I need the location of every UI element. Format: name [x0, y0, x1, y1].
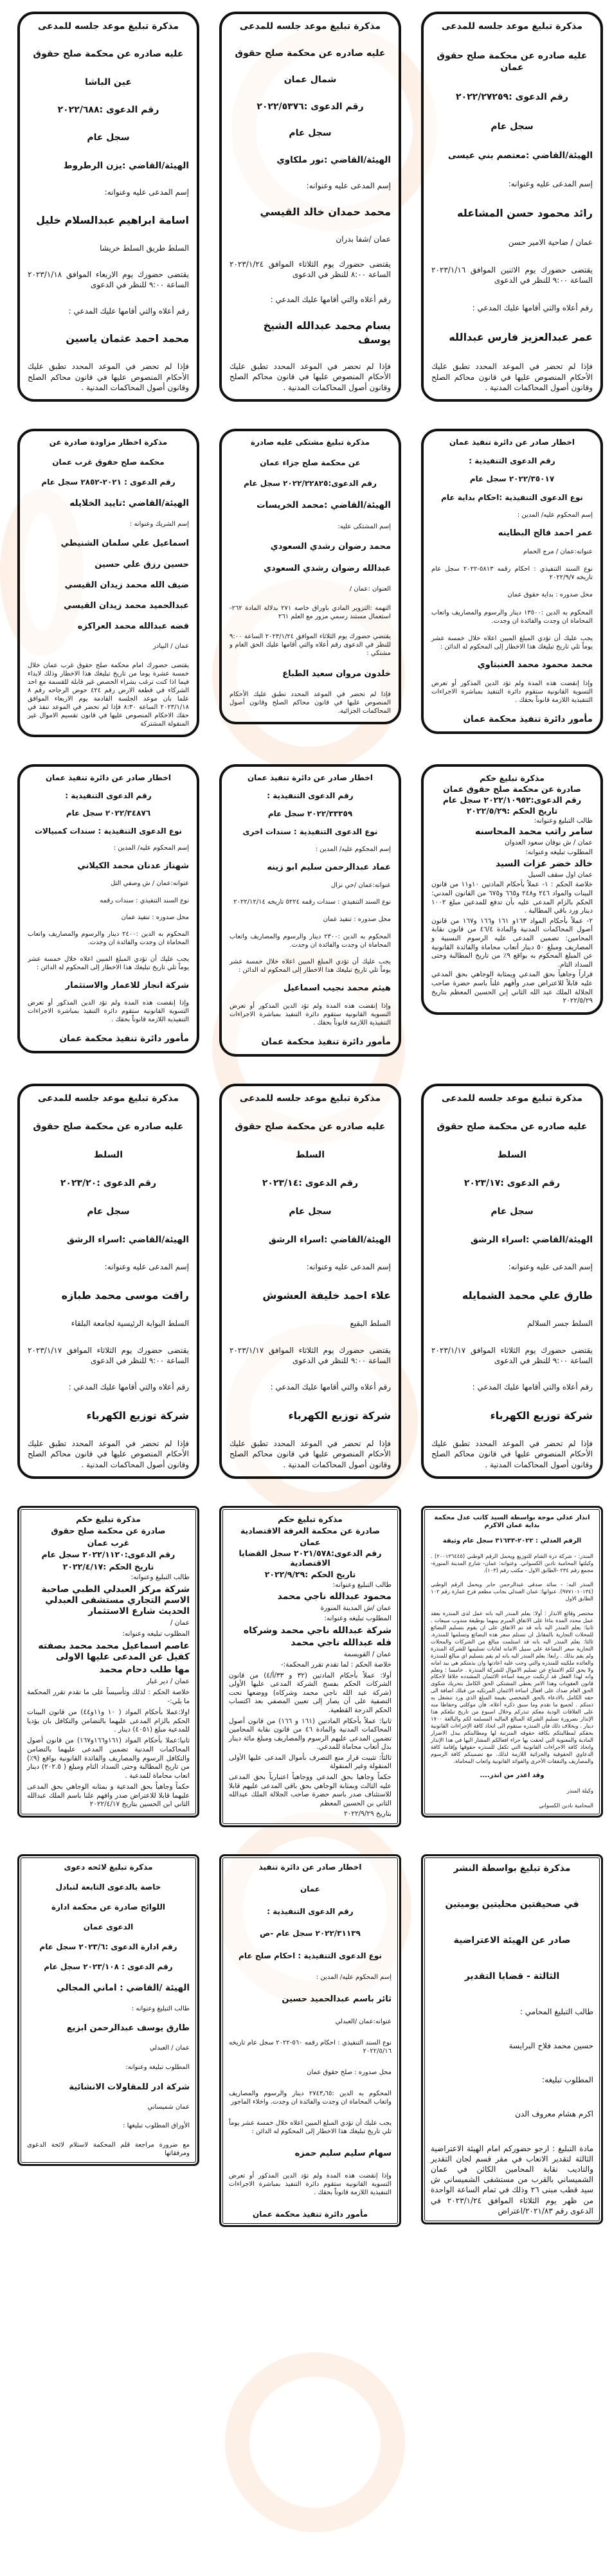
notice-heading: رقم الدعوى : ٢٠٢١-٢٨٥٢ سجل عام	[41, 477, 176, 487]
party-name: شركة توزيع الكهرباء	[490, 1409, 593, 1422]
notice-heading: مأمور دائرة تنفيذ محكمة عمان	[252, 2209, 368, 2219]
party-name: سهام سليم سليم حمزه	[294, 2148, 392, 2158]
notice-field: عنوانه:عمان /حي نزال	[330, 881, 391, 889]
legal-notice	[219, 764, 401, 1057]
notice-field: السلط البقيع	[350, 1319, 391, 1328]
notice-row	[16, 429, 603, 737]
notice-heading: محكمة صلح حقوق غرب عمان	[52, 457, 165, 467]
notice-heading: عن محكمة صلح جزاء عمان	[260, 458, 361, 467]
notice-heading: سجل عام	[87, 132, 130, 143]
notice-paragraph: وإذا إنقضت هذه المدة ولم تؤد الدين المذكور أو تعرض التسوية القانونية ستقوم دائرة التنفيذ بمباشرة الاجراءات التنفيذية اللازمة قانوناً بحقك .	[230, 1003, 391, 1027]
notice-field: اكرم هشام معروف الدن	[515, 2109, 593, 2119]
party-name: ضيف الله محمد زيدان القيسي	[64, 580, 189, 590]
notice-paragraph: فإذا لم تحضر في الموعد المحدد تطبق عليك الأحكام المنصوص عليها في قانون محاكم الصلح وقانون أصول المحاكمات المدنية .	[28, 362, 189, 392]
notice-paragraph: فإذا لم تحضر في الموعد المحدد تطبق عليك الأحكام المنصوص عليها في قانون محاكم الصلح وقانون أصول المحاكمات الجزائية.	[230, 690, 391, 715]
notice-field: رقم أعلاه والتي أقامها عليك المدعي :	[472, 1382, 593, 1392]
notice-heading: ٢٠٢٢/٣٣٣٥٩ سجل عام	[267, 809, 353, 818]
notice-field: عمان / البيادر	[152, 643, 189, 650]
notice-field: إسم المدعى عليه وعنوانه:	[104, 188, 189, 197]
party-name: خلدون مروان سعيد الطباع	[282, 668, 391, 679]
notice-subheading: مأمور دائرة تنفيذ محكمة عمان	[261, 1036, 391, 1047]
notice-paragraph: المحكوم به الدين :٢٧٤٣٫٦٥ دينار والرسوم والمصاريف واتعاب المحاماة ان وجدت والفائدة ان وجدت. واخلاء الماجور	[229, 2089, 392, 2106]
notice-heading: اخطار صادر عن دائرة تنفيذ	[258, 1863, 362, 1872]
notice-heading: سجل عام	[491, 1206, 534, 1217]
notice-heading: عين الباشا	[85, 76, 132, 87]
notice-paragraph: قراراً وجاهياً بحق المدعي وبمثابة الوجاهي بحق المدعي عليه قابلاً للاعتراض صدر وأفهم علناً باسم حضرة صاحب الجلالة الملك عبد الله الثاني إبن الحسين المعظم بتاريخ ٢٠٢٢/٥/٢٩	[431, 970, 593, 1005]
notice-subheading: مأمور دائرة تنفيذ محكمة عمان	[59, 1033, 189, 1044]
notice-field: المطلوب تبليغه:	[542, 2075, 593, 2085]
notice-heading: مذكرة تبليغ موعد جلسه للمدعى	[441, 1093, 583, 1104]
notice-field: رقم أعلاه والتي أقامها عليك المدعي :	[68, 306, 189, 316]
notice-heading: ٢٠٢٢/٣٤٨٧٦ سجل عام	[66, 809, 151, 818]
notice-heading: اخطار صادر عن دائرة تنفيذ عمان	[247, 773, 374, 782]
notice-subheading: الهيئة/القاضي :نور ملكاوي	[276, 154, 391, 165]
notice-heading: مذكرة تبليغ لائحه دعوى	[64, 1863, 153, 1872]
notice-field: وكيلة المنذر	[566, 1787, 593, 1794]
legal-notice	[421, 429, 603, 734]
notice-heading: تاريخ الحكم :٢٠٢٢/٤/١٧	[62, 1561, 154, 1571]
notice-subheading: الهيئة/القاضي :معتصم بني عيسى	[447, 150, 593, 161]
notice-field: محل صدوره : تنفيذ عمان	[121, 913, 189, 921]
legal-notice	[421, 12, 603, 402]
notice-heading: رقم الدعوى التنفيذية :	[469, 456, 555, 465]
party-name: بسام محمد عبدالله الشيخ يوسف	[263, 319, 391, 346]
notice-field: السلط البوابة الرئيسية لجامعة البلقاء	[71, 1319, 189, 1328]
notice-field: إسم المحكوم عليه/ المدين :	[316, 1974, 392, 1981]
notice-field: طالب التبليغ وعنوانه :	[131, 2005, 190, 2012]
notice-field: محل صدوره : صلح حقوق عمان	[307, 2068, 392, 2076]
notice-paragraph: ثانيا: عملاً بأحكام المادتين (١٦١ و ١٦٦) من قانون أصول المحاكمات المدنية والمادة ٤٦ من قانون نقابة المحامين تضمين المدعى عليهم الرسوم والمصاريف ومبلغ مائة دينار بدل أتعاب محاماة للمدعي.	[229, 1717, 392, 1751]
notice-paragraph: ٢- عملاً بأحكام المواد ١٦٣و ١٦١ و١٦٦ و١٦٧ من قانون أصول المحاكمات المدنية والمادة ٤٦/٤ من قانون نقابة المحامين: تضمين المدعى عليه الرسوم النسبية و المصاريف ومبلغ ٥٠ دينار أتعاب محاماة والفائدة القانونية عن المبلغ المحكوم به بواقع ٩٪ من تاريخ المطالبة وحتى السداد التام.	[431, 917, 593, 969]
notice-heading: صادر عن الهيئة الاعتراضية	[453, 1935, 571, 1945]
notice-subheading: الهيئة/القاضي :اسراء الرشق	[470, 1235, 593, 1246]
notice-field: المطلوب تبليغه وعنوانه:	[122, 1630, 190, 1638]
party-name: عبدالحميد محمد زيدان القيسي	[64, 600, 189, 611]
notice-heading: مذكرة تبليغ حكم	[76, 1514, 141, 1524]
notice-field: العنوان :عمان /	[349, 585, 391, 593]
notice-paragraph: نوع السند التنفيذي : احكام رقمه ٥٦٠-٢٠٢٢ سجل عام تاريخه ٢٠٢٢/٥/١٦	[229, 2039, 392, 2055]
notice-field: رقم أعلاه والتي أقامها عليك المدعي :	[270, 1382, 391, 1392]
notice-heading: ٢٠٢٢/٣٥٠١٧ سجل عام	[469, 474, 555, 484]
notice-paragraph: يقتضى حضورك يوم الاربعاء الموافق ٢٠٢٣/١/١٨ الساعة ٩:٠٠ للنظر في الدعوى	[28, 269, 189, 290]
party-name: شركة توزيع الكهرباء	[288, 1409, 391, 1422]
party-name: طارق علي محمد الشمايله	[462, 1289, 593, 1301]
notice-heading: اللوائح صادرة عن محكمة ادارة	[51, 1902, 166, 1911]
notice-paragraph: حكماً وجاهيا بحق المدعي ووجاهياً اعتبارياً بحق المدعى عليه الثالث وبمثابة الوجاهي بحق باقي المدعى عليهم قابلا للاستئناف صدر باسم حضرة صاحب الجلالة الملك عبدالله الثاني بن الحسين المعظم	[229, 1773, 392, 1807]
notice-heading: ٢٠٢٢/٣١١٣٩ سجل عام -ص	[260, 1929, 361, 1938]
notice-heading: شمال عمان	[284, 75, 337, 85]
notice-heading: رقم الدعوى التنفيذية :	[65, 791, 152, 800]
party-name: عماد عبدالرحمن سليم ابو زينه	[267, 862, 391, 872]
notice-paragraph: فإذا لم تحضر في الموعد المحدد تطبق عليك الأحكام المنصوص عليها في قانون محاكم الصلح وقانون أصول المحاكمات المدنية .	[431, 1439, 593, 1469]
notice-paragraph: اولا:عملا بأحكام المواد ( ١٠ و١١و٤٤) من قانون البينات الحكم بالزام المدعى عليهما بالتضامن والتكافل بان يؤديا للمدعية مبلغ (٤٠٥١) دينار .	[27, 1708, 190, 1734]
legal-notice	[17, 429, 199, 737]
notice-heading: اخطار صادر عن دائرة تنفيذ عمان	[45, 773, 172, 782]
notice-field: خلاصة الحكم : لما تقدم تقرر المحكمة:-	[280, 1661, 392, 1669]
notice-field: طالب التبليغ وعنوانه:	[332, 1580, 392, 1589]
notice-heading: مذكرة تبليغ بواسطة النشر	[453, 1863, 571, 1874]
notice-field: عمان /ش المدينة المنورة	[320, 1604, 392, 1612]
notice-paragraph: وإذا إنقضت هذه المدة ولم تؤد الدين المذكور أو تعرض التسوية القانونية ستقوم دائرة التنفيذ بمباشرة الاجراءات التنفيذية اللازمة قانوناً بحقك .	[229, 2172, 392, 2196]
notice-heading: صادرة عن محكمة الغرفة الاقتصادية	[240, 1525, 381, 1535]
legal-notice	[421, 1854, 603, 2224]
notice-field: طالب التبليغ وعنوانه:	[130, 1573, 190, 1582]
notice-paragraph: وإذا إنقضت هذه المدة ولم تؤد الدين المذكور أو تعرض التسوية القانونية ستقوم دائرة التنفيذ بمباشرة الاجراءات التنفيذية اللازمة قانوناً بحقك .	[28, 999, 189, 1024]
notice-paragraph: يجب عليك أن تؤدي المبلغ المبين اعلاه خلال خمسة عشر يوماً تلي تاريخ تبليغك هذا الاخطار إلى المحكوم له الدائن :	[28, 956, 189, 972]
party-name: شركة توزيع الكهرباء	[86, 1409, 189, 1422]
notice-field: إسم المدعى عليه وعنوانه:	[508, 179, 593, 189]
notice-paragraph: ثانيا:عملا بأحكام المواد (١٦١و١٦٦و١٦٧) من قانون أصول المحاكمات المدنية تضمين المدعى عليهما بالتضامن والتكافل الرسوم والمصاريف والفائدة القانونية بواقع (٩٪) من تاريخ المطالبة وحتى السداد التام ومبلغ ( ٢٠٢.٥) دينار اتعاب محاماة للمدعية .	[27, 1737, 190, 1780]
notice-heading: في صحيفتين محليتين يوميتين	[445, 1899, 579, 1910]
notice-subheading: الهيئة/القاضي :محمد الخريسات	[256, 500, 391, 510]
notice-field: عمان /شفا بدران	[336, 234, 391, 244]
legal-notice	[219, 12, 401, 402]
notice-heading: صادرة عن محكمة صلح حقوق عمان	[443, 783, 581, 794]
notice-field: إسم المشتكى عليه:	[338, 523, 391, 530]
notice-row	[16, 1854, 603, 2227]
party-name: محمد احمد عثمان ياسين	[66, 332, 189, 345]
notice-paragraph: حكماً وجاهياً بحق المدعية و بمثابه الوجاهي بحق المدعى عليهما قابلا للاعتراض صدر وافهم علنا باسم الملك عبدالله الثاني ابن الحسين بتاريخ ٢٠٢٢/٤/١٧	[27, 1783, 190, 1809]
notice-heading: وقد اعذر من انذر....	[480, 1772, 544, 1780]
notice-heading: السلط	[497, 1150, 526, 1161]
notice-field: حسين محمد فلاح البرايسة	[509, 2041, 593, 2050]
notice-heading: عليه صادره عن محكمة صلح حقوق	[235, 1122, 386, 1132]
notice-heading: انذار عدلي موجة بواسطة السيد كاتب عدل محكمة بداية عمان الاكرم	[434, 1514, 590, 1529]
notice-heading: رقم الدعوى:٢٠٢٢/٢٢٨٢٥ سجل عام	[244, 479, 377, 488]
party-name: محمد حمدان خالد القيسي	[260, 206, 391, 219]
legal-notice	[219, 1084, 401, 1479]
notice-paragraph: يقتضي حضورك يوم الثلاثاء الموافق ٢٠٢٣/١/٢٤ الساعة ٩:٠٠ للنظر في الدعوى رقم أعلاه والتي أقامها عليك الحق العام و مشتكي :	[230, 633, 391, 657]
notice-subheading: مأمور دائرة تنفيذ محكمة عمان	[463, 713, 593, 724]
notice-field: عنوانه:عمان / مرج الحمام	[523, 548, 593, 556]
notice-heading: نوع الدعوى التنفيذية : سندات كمبيالات	[35, 826, 182, 836]
notice-paragraph: أولا: عملاً بأحكام المادتين (٣٢ و ٣٣/أ/٤) من قانون الشركات الحكم بفسخ الشركة المدعى عليها الأولى (شركة عبد الله ناجي محمد وشركاه) ووضعها تحت التصفية على أن يصار إلى تعيين المصفي بعد اكتساب الحكم الدرجة القطعية.	[229, 1671, 392, 1715]
legal-notice	[421, 1084, 603, 1479]
notice-heading: رقم الدعوى :٢٠٢٣/١٧	[464, 1178, 561, 1189]
notice-row	[16, 764, 603, 1057]
notice-paragraph: فإذا لم تحضر في الموعد المحدد تطبق عليك الأحكام المنصوص عليها في قانون محاكم الصلح وقانون أصول المحاكمات المدنية .	[230, 362, 391, 392]
notice-heading: رقم الدعوى التنفيذية :	[267, 1906, 354, 1916]
notice-field: الأوراق المطلوب تبليغها :	[123, 2122, 190, 2130]
notice-paragraph: يقتضى حضورك يوم الاثنين الموافق ٢٠٢٣/١/١٦ الساعة ٩:٠٠ للنظر في الدعوى	[431, 265, 593, 285]
notice-heading: رقم الدعوى :٢٠٢٢/٦٨٨	[57, 105, 159, 116]
notice-paragraph: مادة التبليغ : ارجو حضوركم امام الهيئة الاعتراضية الثالثة لتقدير الاتعاب في مقر قسم لجان التقدير والتاديب نقابة المحامين الكائن في عمان الشميساني بالقرب من مستشفى الشميساني ش سيد قطب مبنى ٢٦ وذلك في تمام الساعة الواحدة من ظهر يوم الثلاثاء الموافق ٢٠٢٣/١/٢٤ في الدعوى رقم ٢٠٢١/٨٣/اعتراض	[431, 2143, 594, 2215]
party-name: محمد رضوان رشدي السعودي	[270, 542, 391, 552]
notice-field: محل صدوره : تنفيذ عمان	[323, 916, 391, 924]
notice-heading: رقم الدعوى:٢٠٢١/٥٧٨ سجل القضايا الاقتصادية	[239, 1548, 382, 1568]
notice-field: المطلوب تبليغه وعنوانه:	[125, 2063, 190, 2071]
notice-paragraph: نوع السند التنفيذي : احكام رقمه ٥٨١٣-٢٠٢٢ سجل عام تاريخه ٢٠٢٢/٩/٧	[431, 566, 593, 582]
notice-paragraph: المحكوم به الدين :٢٣٠٠ دينار والرسوم والمصاريف واتعاب المحاماة ان وجدت والفائدة ان وجدت.	[230, 933, 391, 949]
notice-field: إسم المدعى عليه وعنوانه:	[306, 1262, 391, 1272]
notice-paragraph: المنذر اليه: - سائد صدقي عبدالرحمن جابر ويحمل الرقم الوطني (٩٧٧١٠١٠١٣٤). عنوانها: عمان العبدلي بجانب مطعم فرح عمارة رقم ١٠٢ الطابق الاول	[431, 1581, 593, 1602]
notice-field: السلط طريق السلط خريشا	[100, 244, 189, 253]
notice-field: إسم الشريك وعنوانه :	[129, 520, 189, 528]
notice-field: السلط جسر السلالم	[527, 1319, 593, 1328]
notice-field: رقم أعلاه والتي أقامها عليك المدعي :	[270, 294, 391, 304]
notice-paragraph: المنذر: - شركة درة الشام للتوزيع ويحمل الرقم الوطني (٢٠٠١٣٦٤٤٥) . وكيلتها المحامية نادين الكسواني. وعنوانه: عمان- شارع المدينة المنورة- مجمع رقم ٢٣٤ -الطابق الاول - مكتب رقم (١٠٣).	[431, 1552, 593, 1573]
notice-heading: سجل عام	[289, 1206, 332, 1217]
notice-field: عمان / القويسمة	[343, 1650, 392, 1658]
notice-paragraph: خلاصة الحكم : لذلك وتأسيساً على ما تقدم تقرر المحكمة ما يلي:-	[27, 1688, 190, 1706]
notice-paragraph: فإذا لم تحضر في الموعد المحدد تطبق عليك الأحكام المنصوص عليها في قانون محاكم الصلح وقانون أصول المحاكمات المدنية .	[230, 1439, 391, 1469]
notice-paragraph: مع ضرورة مراجعة قلم المحكمة لاستلام لائحة الدعوى ومرفقاتها	[27, 2141, 190, 2157]
notice-paragraph: يجب عليك أن تؤدي المبلغ المبين اعلاه خلال خمسة عشر يوماً تلي تاريخ تبليغك هذا الاخطار إلى المحكوم له الدائن :	[431, 634, 593, 650]
watermark-ring	[225, 2352, 405, 2532]
notice-heading: نوع الدعوى التنفيذية : احكام صلح عام	[239, 1951, 382, 1960]
notice-paragraph: يقتضى حضورك يوم الثلاثاء الموافق ٢٠٢٣/١/٢٤ الساعة ٨:٠٠ للنظر في الدعوى	[230, 259, 391, 279]
party-name: عاصم اسماعيل محمد محمد بصفته كفيل عن المدعى عليها الاولى	[38, 1641, 190, 1662]
notice-heading: مذكرة تبليغ موعد جلسه للمدعى	[37, 1093, 179, 1104]
notice-paragraph: المحكوم به الدين :١٣٥٠٠ دينار والرسوم والمصاريف واتعاب المحاماة ان وجدت والفائدة ان وجدت.	[431, 609, 593, 625]
notice-paragraph: نوع السند التنفيذي : سندات رقمه ٥٢٢٤ تاريخه ٢٠٢٢/١٢/١٤	[233, 899, 391, 906]
notice-paragraph: ثالثاً: تثبيت قرار منع التصرف بأموال المدعى عليها الأولى المنقولة وغير المنقولة	[229, 1753, 392, 1771]
notice-heading: خاصة بالدعوى التابعة لتبادل	[55, 1882, 161, 1892]
notice-field: إسم المدعى عليه وعنوانه:	[508, 1262, 593, 1272]
party-name: شركة مركز العبدلي الطبي صاحبة الاسم التجاري مستشفى العبدلي الحديث شارع الاستثمار	[41, 1584, 190, 1616]
notice-field: المطلوب تبليغه وعنوانه:	[324, 1614, 392, 1623]
notice-paragraph: فإذا لم تحضر في الموعد المحدد تطبق عليك الأحكام المنصوص عليها في قانون محاكم الصلح وقانون أصول المحاكمات المدنية .	[431, 362, 593, 392]
notice-subheading: الهيئة/القاضي :يزن الرطروط	[63, 160, 189, 171]
party-name: فله عبدالله ناجي محمد	[291, 1638, 392, 1649]
notice-row	[16, 12, 603, 402]
notice-field: عمان / ش نوفان سعود العدوان	[505, 838, 593, 846]
notice-subheading: الهيئة /القاضي : اماني المجالي	[56, 1982, 190, 1993]
notice-heading: رقم الدعوى :٢٠٢٢/٢٧٢٥٩	[456, 92, 568, 103]
notice-heading: مذكرة تبليغ موعد جلسه للمدعى	[239, 21, 381, 31]
notice-heading: الرقم العدلي : ٢٠٢٢-٣١٦٣٣ سجل عام وثيقة	[442, 1537, 582, 1544]
notice-field: إسم المحكوم عليه/ المدين :	[517, 512, 593, 519]
notice-field: عمان / العبدلي	[149, 2044, 190, 2052]
notice-heading: رقم ادارة الدعوى :٢٠٢٣/٦ سجل عام	[39, 1942, 177, 1951]
notice-paragraph: المحكوم به الدين :٢٤٠٠ دينار والرسوم والمصاريف واتعاب المحاماة ان وجدت والفائدة ان وجدت.	[28, 931, 189, 947]
legal-notice	[219, 429, 401, 724]
notice-heading: رقم الدعوى : ٢٠٢٣/١٠٨ سجل عام	[44, 1962, 173, 1971]
notice-field: نوع السند التنفيذي : سندات رقمه	[100, 897, 189, 904]
legal-notice	[17, 1506, 199, 1818]
notice-heading: عليه صادره عن محكمة صلح حقوق	[33, 49, 184, 60]
party-name: محمود عبدالله ناجي محمد	[277, 1591, 392, 1602]
notice-heading: السلط	[295, 1150, 325, 1161]
party-name: هيثم محمد نجيب اسماعيل	[284, 983, 391, 993]
notice-heading: تاريخ الحكم :٢٠٢٢/٥/٢٩	[466, 805, 558, 816]
notice-heading: رقم الدعوى:٢٠٢٢/١١٢٠ سجل عام	[41, 1550, 176, 1560]
notice-field: عمان اول سقف السيل	[528, 870, 593, 879]
notice-field: طالب التبليغ المحامي :	[519, 2007, 593, 2016]
notice-heading: عليه صادره عن محكمة صلح حقوق	[33, 1122, 184, 1132]
notice-heading: عليه صادره عن محكمة صلح حقوق	[235, 48, 386, 58]
party-name: محمد محمود محمد العنبتاوي	[477, 659, 593, 670]
notice-paragraph: فإذا لم تحضر في الموعد المحدد تطبق عليك الأحكام المنصوص عليها في قانون محاكم الصلح وقانون أصول المحاكمات المدنية .	[28, 1439, 189, 1469]
notice-field: محل صدوره : بداية حقوق عمان	[507, 591, 593, 599]
legal-notice	[219, 1854, 401, 2227]
notice-field: إسم المحكوم عليه/ المدين :	[113, 845, 189, 852]
notice-heading: مذكرة تبليغ حكم	[278, 1514, 343, 1524]
notice-heading: صادرة عن محكمة صلح حقوق	[51, 1526, 166, 1536]
notice-field: طالب التبليغ وعنوانه:	[534, 816, 593, 825]
notice-field: رقم أعلاه والتي أقامها عليك المدعي :	[68, 1382, 189, 1392]
notice-heading: مذكرة تبليغ موعد جلسه للمدعى	[37, 21, 179, 31]
notice-heading: غرب عمان	[87, 1537, 130, 1548]
notice-paragraph: يجب عليك أن تؤدي المبلغ المبين اعلاه خلال خمسة عشر يوماً تلي تاريخ تبليغك هذا الاخطار إلى المحكوم له الدائن :	[230, 958, 391, 974]
notice-heading: سجل عام	[491, 121, 534, 132]
notice-heading: سجل عام	[87, 1206, 130, 1217]
notice-heading: تاريخ الحكم :٢٠٢٢/٩/٢٩	[264, 1570, 356, 1580]
notice-heading: نوع الدعوى التنفيذية : سندات اخرى	[242, 827, 378, 836]
legal-notice	[17, 764, 199, 1053]
party-name: ثائر باسم عبدالحميد حسين	[282, 1994, 392, 2005]
party-name: شركة انجاز للاعمار والاستثمار	[65, 980, 189, 990]
party-name: مها طلب دحام محمد	[99, 1665, 190, 1676]
notice-field: إسم المحكوم عليه/ المدين :	[315, 846, 391, 853]
notice-heading: السلط	[93, 1150, 123, 1161]
notice-row	[16, 1084, 603, 1479]
legal-notice	[219, 1506, 401, 1827]
party-name: عمر احمد فالح البطاينه	[498, 528, 593, 539]
notice-field: بتاريخ ٢٠٢٢/٩/٢٩	[344, 1810, 392, 1818]
notice-paragraph: التهمة :التزوير المادي باوراق خاصة ٢٧١ بدلالة المادة ٢٦٢-استعمال مستند رسمي مزور مع العلم ٢٦١	[230, 605, 391, 621]
party-name: حسين رزق علي حسين	[94, 559, 189, 569]
notice-heading: رقم الدعوى :٢٠٢٣/١٤	[262, 1178, 359, 1189]
party-name: علاء احمد خليفة العشوش	[262, 1289, 391, 1301]
notice-field: عنوانه:عمان / ش وصفي التل	[110, 880, 189, 888]
notice-heading: عليه صادره عن محكمة صلح حقوق عمان	[437, 50, 588, 73]
notice-field: المطلوب تبليغه وعنوانه:	[525, 848, 593, 857]
notice-heading: عمان	[300, 1884, 320, 1894]
party-name: اسامة ابراهيم عبدالسلام خليل	[36, 214, 189, 227]
notice-field: رقم أعلاه والتي أقامها عليك المدعي :	[472, 303, 593, 313]
legal-notice	[17, 1854, 199, 2166]
party-name: عبدالله رضوان رشدي السعودي	[264, 563, 391, 573]
party-name: شركة عبدالله ناجي محمد وشركاه	[243, 1625, 392, 1636]
party-name: طارق يوسف عبدالرحمن ابزيع	[66, 2023, 190, 2034]
notice-paragraph: مختصر وقائع الانذار : أولا: يعلم المنذر اليه بانه عمل لدى المنذرة بعقد عمل محدد المدة بناءا على الاتفاق المبرم بينهما بوظيفة مندوب مبيعات . ثانيا: يعلم المنذر اليه بأنه قد تم الاتفاق على ان يقوم بتسليم البضائع للمحلات التجارية بالمقابل ان تستلم سعر هذه البضائع وتسلمها للمنذرة. ثالثا: يعلم المنذر اليه بانه قد استلمت مبالغ من الشركات والمحلات التجارية سعر البضاعة على سبيل الامانه لغايات تسليمها للشركة المنذرة ولم يقم بذلك . رابعا: يعلم المنذر اليه بانه لم يقم بتسليم اي مبالغ للمنذرة والعائده ملكيته للمنذره والتي وجب عليه اعادتها وان بذمتكم هي بيد امانه ولا يحق لكم الامتناع عن تسليم الاموال للشركة المنذرة . خامسا : وتعلم وانه لهذا الفعل قد ارتكبت جريمة اساءة الائتمان المشدده خلافا لاحكام قانون العقوبات وهذا الامر يعطي المشتكي الحق الكامل بتحريك شكوى الحق العام ضدك على افعال اساءة الائتمان المرتكبه من قبلك اضافة الى حقه الكامل بالادعاء بالحق الشخصي بقيمة المبلغ الذي ورد تنشغل به ذمتكم . لجميع ما تقدم وما سبق ذكره أعلاه، فأن موكلتي وحفاظا منه على العلاقات الودية معكم تنذركم وخلال اسبوع من تاريخ تبلغكم هذا الإنذار بضرورة تسليم الشركة المبالغ الماليه المسلمه لكم والبالغة ١٧٠٠ دينار . وبخلاف ذلك فأن المنذره ستقوم الى اتخاذ كافة الإجراءات القانونية بحقكم لمطالبتكم بكافة حقوقه المترتبة لها ومطالبتكم ببدل الاضرار المادية والمعنوية التي لحقت بها جراء افعالكم المشار اليها في هذا الإنذار واتخاذ كافة الاجراءات القانونية التي تكفل للمنذره حقوقها وإقامة كافة الدعاوي الحقوقية والجزائية اللازمة لذلك. مع تضمينكم كافة الرسوم والمصاريف والنفقات الأخرى والفوائد القانونية واتعاب المحاماة.	[431, 1610, 593, 1764]
notice-heading: رقم الدعوى :٢٠٢٣/٢٠	[60, 1178, 157, 1189]
notice-subheading: الهيئة/القاضي :اسراء الرشق	[268, 1235, 391, 1246]
legal-notice	[421, 764, 603, 1015]
legal-notice	[421, 1506, 603, 1818]
notice-subheading: الهيئة/القاضي :تاييد الخلايله	[69, 497, 189, 508]
party-name: شهناز عدنان محمد الكيلاني	[77, 861, 189, 871]
notice-field: عنوانه:عمان /العبدلي	[335, 2017, 392, 2025]
notice-heading: سجل عام	[289, 128, 332, 139]
party-name: اسماعيل علي سلمان الشنيطي	[60, 539, 189, 549]
notice-heading: مذكرة تبليغ موعد جلسه للمدعى	[441, 21, 583, 31]
notice-field: عمان شميساني	[147, 2103, 190, 2111]
notice-field: إسم المدعى عليه وعنوانه:	[306, 181, 391, 190]
party-name: رائد محمود حسن المشاعله	[457, 206, 593, 219]
notice-heading: رقم الدعوى التنفيذية :	[267, 791, 354, 800]
notice-paragraph: يقتضى حضورك يوم الثلاثاء الموافق ٢٠٢٣/١/١٧ الساعة ٩:٠٠ للنظر في الدعوى	[28, 1345, 189, 1365]
legal-notice	[17, 1084, 199, 1479]
notice-heading: الدعوى عمان	[83, 1922, 134, 1931]
notice-heading: رقم الدعوى :٢٠٢٢/٥٣٧٦	[256, 101, 364, 112]
party-name: فضه عبدالله محمد العراكزه	[77, 622, 189, 632]
legal-notice	[17, 12, 199, 402]
notice-paragraph: وإذا إنقضت هذه المدة ولم تؤد الدين المذكور أو تعرض التسوية القانونية ستقوم دائرة التنفيذ بمباشرة الاجراءات التنفيذية اللازمة قانوناً بحقك .	[431, 679, 593, 704]
party-name: رافت موسى محمد طبازه	[61, 1289, 189, 1301]
notice-heading: مذكرة تبليغ موعد جلسه للمدعى	[239, 1093, 381, 1104]
notice-row	[16, 1506, 603, 1827]
party-name: عمر عبدالعزيز فارس عبدالله	[449, 331, 593, 344]
notice-field: المحامية نادين الكسواني	[539, 1802, 593, 1809]
notice-heading: عمان	[300, 1537, 321, 1547]
notice-subheading: الهيئة/القاضي :اسراء الرشق	[66, 1235, 189, 1246]
notice-heading: مذكرة تبليغ مشتكى عليه صادرة	[250, 438, 370, 447]
notice-heading: مذكرة تبليغ حكم	[480, 773, 544, 783]
notice-heading: نوع الدعوى التنفيذية :احكام بداية عام	[441, 492, 583, 502]
notice-paragraph: خلاصة الحكم : ١- عملاً بأحكام المادتين ١٠و١١ من قانون البينات والمواد ٢٤٦ و٢٤٨ و٦٦٥ و٦٧٥ من القانون المدني: الحكم بالزام المدعى عليه بأن تدفع للمدعين مبلغ ١٠٠٢ دينار ورد باقي المطالبة .	[431, 881, 593, 915]
notice-field: إسم المدعى عليه وعنوانه:	[104, 1262, 189, 1272]
party-name: شركة ادر للمقاولات الانشائية	[69, 2082, 190, 2092]
notice-heading: مذكرة اخطار مزاودة صادرة عن	[49, 438, 168, 447]
notice-field: عمان / دير غبار	[146, 1677, 190, 1686]
notice-paragraph: يقتضى حضورك امام محكمة صلح حقوق غرب عمان خلال خمسة عشرة يوما من تاريخ تبليغك هذا الاخطار وذلك لايداء فيما اذا كنت ترغب بشراء الحصص غير قابلة للقسمة مع احد الشركاء في قطعة الارض رقم ٤٢٤ حوض الرجاحه رقم ٨ علما بان موعد الجلسة القادمة يوم الاربعاء الموافق ٢٠٢٣/١/١٨ الساعة ٨:٣٠ فإذا لم تحضر في الموعد تنفذ في حقك الاحكام المنصوص عليها في قانون تقسيم الاموال غير المنقولة المشتركة	[28, 661, 189, 728]
notice-field: عمان /	[170, 1618, 190, 1627]
notice-heading: رقم الدعوى:٢٠٢٢/١٠٩٥٢ سجل عام	[442, 794, 582, 805]
notice-heading: اخطار صادر عن دائرة تنفيذ عمان	[449, 438, 575, 447]
party-name: خالد خضر عزات السيد	[495, 858, 593, 869]
notice-paragraph: يجب عليك أن تؤدي المبلغ المبين اعلاه خلال خمسة عشر يوماً تلي تاريخ تبليغك هذا الاخطار إلى المحكوم له الدائن :	[229, 2119, 392, 2135]
notice-paragraph: يقتضى حضورك يوم الثلاثاء الموافق ٢٠٢٣/١/١٧ الساعة ٩:٠٠ للنظر في الدعوى	[431, 1345, 593, 1365]
notice-heading: عليه صادره عن محكمة صلح حقوق	[437, 1122, 588, 1132]
notice-heading: الثالثة - قضايا التقدير	[464, 1971, 560, 1981]
party-name: سامر راتب محمد المحاسنه	[475, 827, 593, 837]
notice-paragraph: يقتضى حضورك يوم الثلاثاء الموافق ٢٠٢٣/١/١٧ الساعة ٩:٠٠ للنظر في الدعوى	[230, 1345, 391, 1365]
notice-field: عمان / ضاحية الامير حسن	[508, 238, 593, 247]
